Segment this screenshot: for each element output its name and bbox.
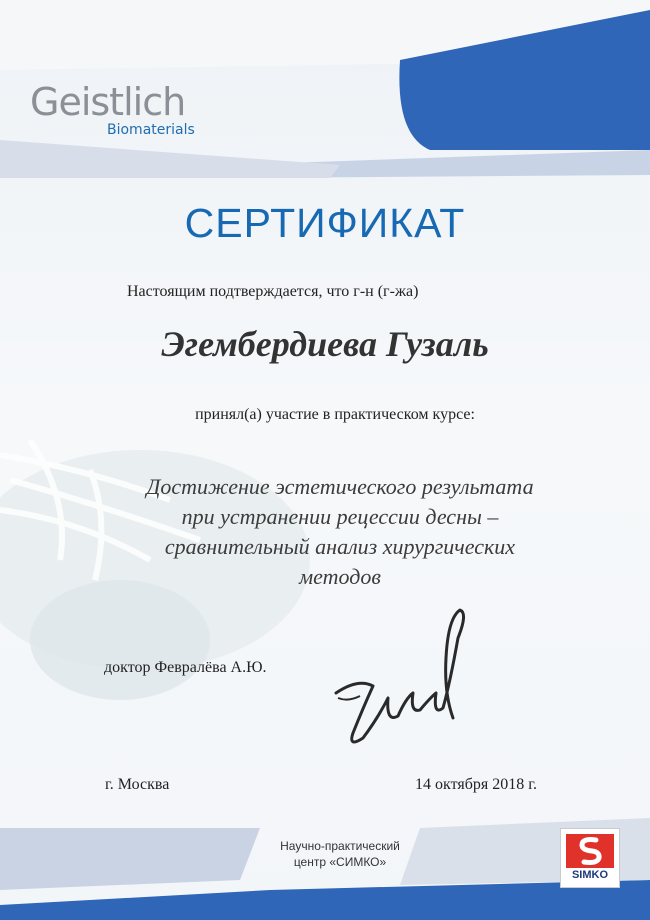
course-line: Достижение эстетического результата [146, 474, 534, 499]
simko-mark-icon [566, 834, 614, 868]
certificate-title: СЕРТИФИКАТ [184, 200, 466, 246]
geistlich-logo [30, 82, 195, 138]
organizer-line: Научно-практический [280, 839, 400, 853]
organizer-line: центр «СИМКО» [293, 855, 387, 869]
course-line: при устранении рецессии десны – [181, 504, 499, 529]
handwritten-signature [318, 598, 478, 758]
logo-brand: Geistlich [30, 80, 186, 124]
issue-date: 14 октября 2018 г. [415, 776, 537, 793]
participation-text: принял(а) участие в практическом курсе: [195, 406, 475, 423]
course-line: методов [299, 564, 381, 589]
course-line: сравнительный анализ хирургических [164, 534, 516, 559]
course-title [100, 472, 580, 592]
simko-logo-text: SIMKO [571, 869, 609, 881]
simko-logo [560, 828, 620, 888]
recipient-name: Эгембердиева Гузаль [161, 324, 489, 364]
logo-subbrand: Biomaterials [107, 122, 195, 138]
city: г. Москва [105, 776, 170, 793]
doctor-name: доктор Февралёва А.Ю. [104, 659, 267, 676]
intro-text: Настоящим подтверждается, что г-н (г-жа) [127, 283, 419, 300]
organizer-name [230, 838, 450, 870]
